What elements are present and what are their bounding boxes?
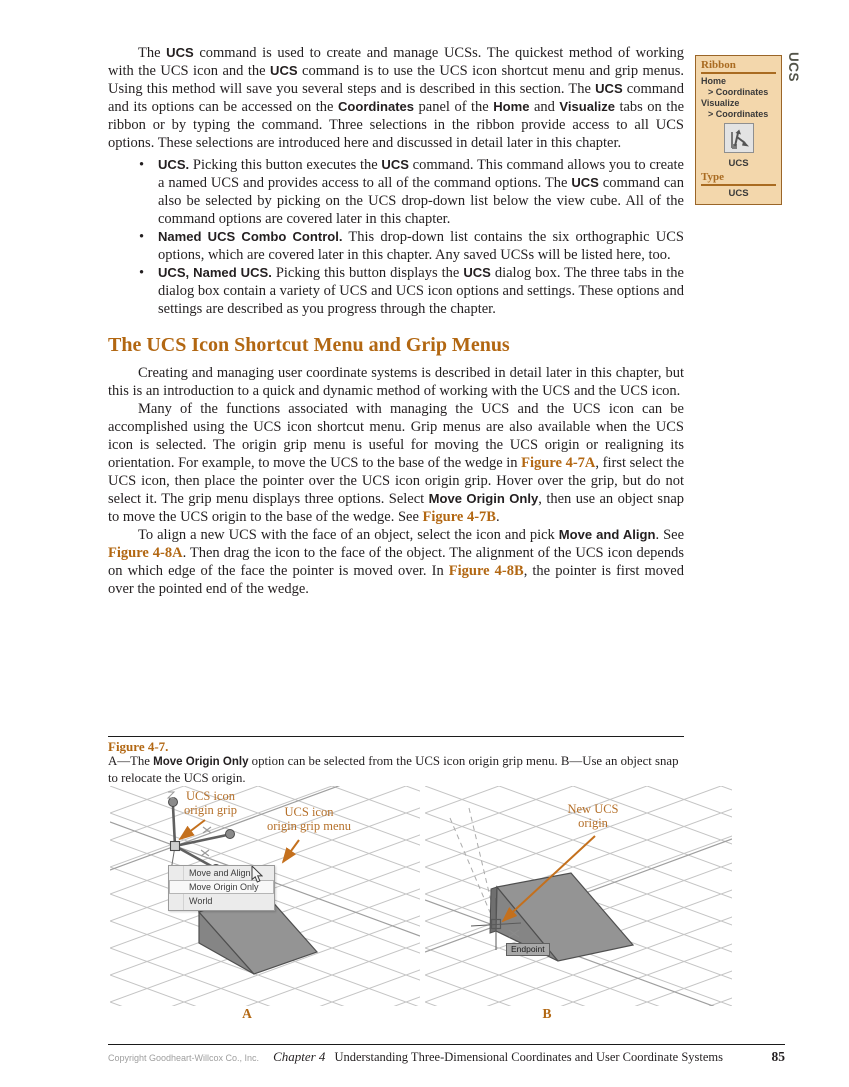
menu-item-world[interactable]: World bbox=[189, 896, 213, 906]
menu-item-move-and-align[interactable]: Move and Align bbox=[189, 868, 251, 878]
bullet-item-ucs-named-ucs: • UCS, Named UCS. Picking this button displays the UCS dialog box. The three tabs in the dialog box contain a variety of UCS and UCS icon options and settings. These options and settings are described as you progress through the chapter. bbox=[108, 264, 684, 318]
ribbon-box-heading: Ribbon bbox=[701, 59, 776, 74]
ribbon-panel-coordinates-1: > Coordinates bbox=[708, 87, 769, 97]
copyright-notice: Copyright Goodheart-Willcox Co., Inc. bbox=[108, 1053, 260, 1063]
bullet-item-ucs: • UCS. Picking this button executes the UCS command. This command allows you to create a named UCS and provides access to all of the command options. The UCS command can also be selected by picking on the UCS drop-down list below the view cube. All of the command options are covered later in this chapter. bbox=[108, 156, 684, 228]
paragraph-intro: The UCS command is used to create and manage UCSs. The quickest method of working with the UCS icon and the UCS command is to use the UCS icon shortcut menu and grip menus. Using this method will save you several steps and is described in this section. The UCS command and its options can be accessed on the Coordinates panel of the Home and Visualize tabs on the ribbon or by typing the command. Three selections in the ribbon provide access to all UCS options. These selections are introduced here and discussed in detail later in this chapter. bbox=[108, 45, 685, 151]
menu-item-move-origin-only[interactable]: Move Origin Only bbox=[169, 880, 274, 894]
paragraph-align-new-ucs: To align a new UCS with the face of an object, select the icon and pick Move and Align. See Figure 4-8A. Then drag the icon to the face of the object. The alignment of the UCS icon depends on which edge of the face the pointer is moved over. In Figure 4-8B, the pointer is first moved over the pointed end of the wedge. bbox=[108, 527, 685, 597]
ribbon-reference-box bbox=[695, 55, 782, 205]
ribbon-panel-coordinates-2: > Coordinates bbox=[708, 109, 769, 119]
bullet-item-named-ucs-combo: • Named UCS Combo Control. This drop-down list contains the six orthographic UCS options, which are covered later in this chapter. Any saved UCSs will be listed here, too. bbox=[108, 228, 684, 264]
page-edge-tab-ucs: UCS bbox=[786, 52, 801, 83]
figure-caption-block bbox=[108, 736, 684, 786]
chapter-title: Understanding Three-Dimensional Coordinates and User Coordinate Systems bbox=[334, 1050, 724, 1064]
page-footer bbox=[108, 1044, 785, 1065]
paragraph-many-functions: Many of the functions associated with managing the UCS and the UCS icon can be accomplished using the UCS icon shortcut menu. Grip menus are also available when the UCS icon is selected. The origin grip menu is useful for moving the UCS origin or realigning its orientation. For example, to move the UCS to the base of the wedge in Figure 4-7A, first select the UCS icon, then place the pointer over the UCS icon origin grip. Hover over the grip, but do not select it. The grip menu displays three options. Select Move Origin Only, then use an object snap to move the UCS origin to the base of the wedge. See Figure 4-7B. bbox=[108, 401, 685, 525]
ribbon-tab-home: Home bbox=[701, 76, 727, 86]
origin-grip-menu bbox=[168, 865, 275, 911]
annotation-ucs-icon-origin-grip-menu: UCS icon origin grip menu bbox=[266, 805, 351, 833]
osnap-tooltip-endpoint: Endpoint bbox=[506, 943, 550, 956]
type-heading: Type bbox=[701, 171, 776, 186]
panel-label-a: A bbox=[242, 1006, 252, 1021]
figure-caption-text: A—The Move Origin Only option can be selected from the UCS icon origin grip menu. B—Use an object snap to relocate the UCS origin. bbox=[108, 754, 679, 785]
type-command-value: UCS bbox=[728, 188, 749, 199]
annotation-new-ucs-origin: New UCS origin bbox=[567, 802, 619, 830]
panel-label-b: B bbox=[542, 1006, 552, 1021]
chapter-number: Chapter 4 bbox=[273, 1049, 326, 1064]
main-text-column bbox=[108, 44, 684, 598]
ucs-axes-icon bbox=[725, 124, 753, 152]
paragraph-creating: Creating and managing user coordinate systems is described in detail later in this chapter, but this is an introduction to a quick and dynamic method of working with the UCS and the UCS icon. bbox=[108, 365, 684, 399]
origin-grip[interactable] bbox=[171, 842, 180, 851]
ucs-ribbon-button[interactable] bbox=[724, 123, 754, 153]
ribbon-button-label: UCS bbox=[728, 158, 749, 169]
page-number: 85 bbox=[771, 1049, 785, 1064]
mouse-cursor-icon bbox=[251, 866, 263, 883]
ribbon-tab-visualize: Visualize bbox=[701, 98, 740, 108]
annotation-ucs-icon-origin-grip: UCS icon origin grip bbox=[183, 789, 238, 817]
axis-grip-x[interactable] bbox=[226, 830, 235, 839]
figure-4-7 bbox=[110, 786, 732, 1036]
figure-caption-label: Figure 4-7. bbox=[108, 739, 169, 754]
section-heading: The UCS Icon Shortcut Menu and Grip Menus bbox=[108, 334, 510, 356]
